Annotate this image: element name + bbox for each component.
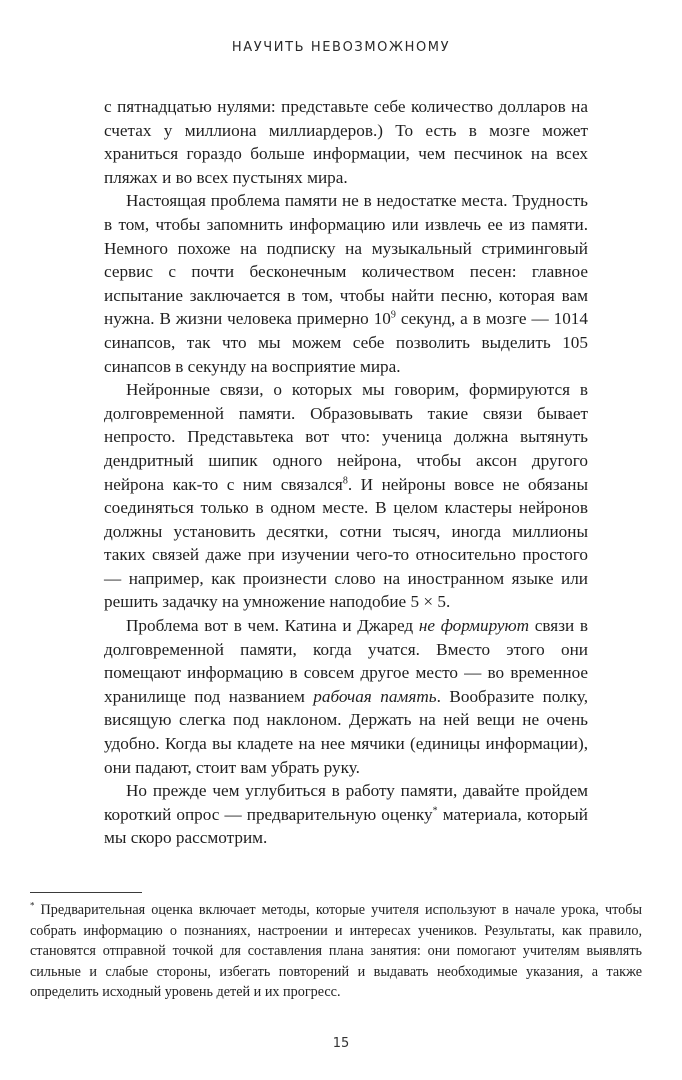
text-span: . Вообразите полку, висящую слегка под наклоном. Держать на ней вещи не очень удобно. Когда вы кладете на нее мячики (единицы информации), они падают, стоит вам убрать руку. [104, 686, 588, 777]
main-text [104, 95, 588, 850]
footnote-ref-8: 8 [342, 474, 348, 486]
superscript: 9 [390, 309, 396, 321]
footnote-marker: * [30, 900, 35, 911]
text-span: секунд, а в мозге — 1014 синапсов, так что мы можем себе позволить выделить 105 синапсов в секунду на восприятие мира. [104, 309, 588, 376]
text-span: Нейронные связи, о которых мы говорим, формируются в долговременной памяти. Образовывать такие связи бывает непросто. Представьтека вот что: ученица должна вытянуть дендритный шипик одного нейрона, чтобы аксон другого нейрона как-то с ним связался [104, 380, 588, 494]
text-span: связи в долговременной памяти, когда учатся. Вместо этого они помещают информацию в совсем другое место — во временное хранилище под названием [104, 616, 588, 706]
text-span: Настоящая проблема памяти не в недостатке места. Трудность в том, чтобы запомнить информацию или извлечь ее из памяти. Немного похоже на подписку на музыкальный стриминговый сервис с почти бесконечным количеством песен: главное испытание заключается в том, чтобы найти песню, которая вам нужна. В жизни человека примерно 10 [104, 191, 588, 329]
paragraph-1: с пятнадцатью нулями: представьте себе количество долларов на счетах у миллиона миллиардеров.) То есть в мозге может храниться гораздо больше информации, чем песчинок на всех пляжах и во всех пустынях мира. [104, 97, 588, 187]
text-span: . И нейроны вовсе не обязаны соединяться только в одном месте. В целом кластеры нейронов должны установить десятки, сотни тысяч, иногда миллионы таких связей даже при изучении чего-то относительно простого — например, как произнести слово на иностранном языке или решить задачку на умножение наподобие 5 × 5. [104, 474, 589, 612]
footnote-text: Предварительная оценка включает методы, которые учителя используют в начале урока, чтобы собрать информацию о познаниях, настроении и интересах учеников. Результаты, как правило, становятся отправной точкой для составления плана занятия: они помогают учителям выявлять сильные и слабые стороны, избегать повторений и выдавать необходимые указания, а также определить исходный уровень детей и их прогресс. [30, 902, 642, 1000]
text-span: материала, который мы скоро рассмотрим. [104, 804, 588, 848]
paragraph-4 [104, 614, 588, 779]
emphasis: рабочая память [313, 686, 437, 706]
paragraph-3 [104, 378, 588, 614]
running-header: НАУЧИТЬ НЕВОЗМОЖНОМУ [231, 40, 451, 55]
text-span: Но прежде чем углубиться в работу памяти, давайте пройдем короткий опрос — предварительную оценку [104, 781, 588, 824]
paragraph-5 [104, 779, 588, 850]
text-span: Проблема вот в чем. Катина и Джаред [126, 616, 419, 636]
paragraph-2 [104, 189, 588, 378]
footnote-ref-asterisk: * [432, 805, 438, 817]
footnote-divider [30, 892, 142, 893]
emphasis: не формируют [418, 616, 530, 636]
footnote [30, 900, 642, 1003]
page-number: 15 [332, 1036, 350, 1051]
